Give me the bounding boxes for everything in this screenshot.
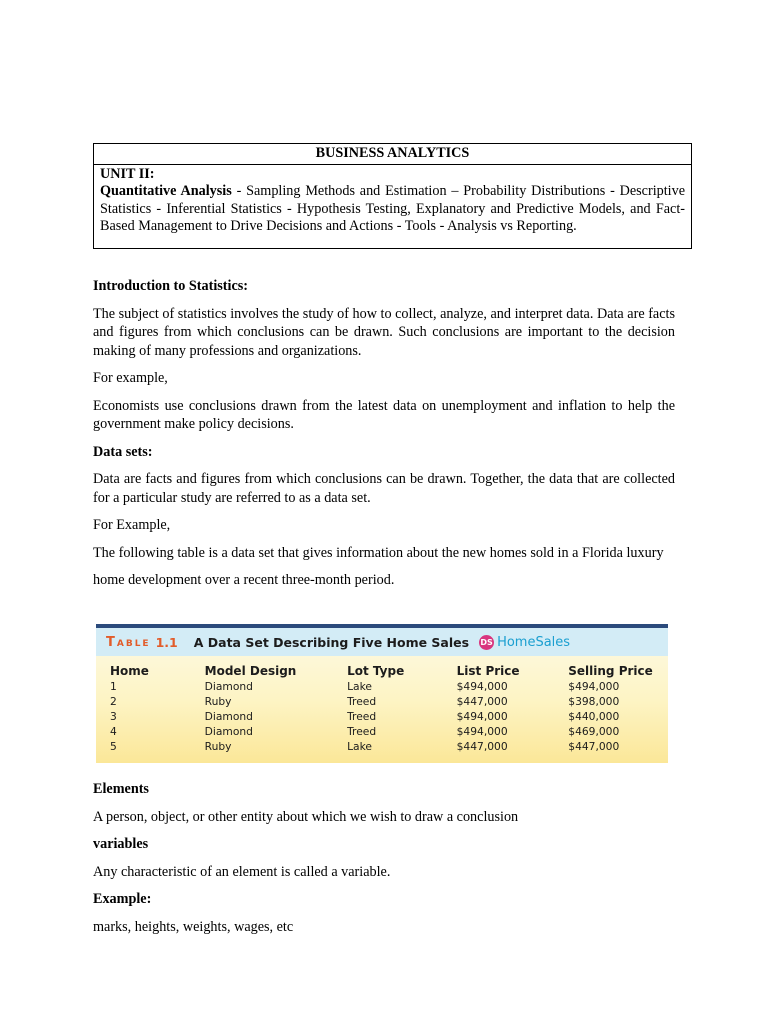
table-cell: $494,000 [456, 725, 508, 738]
table-row [110, 679, 668, 694]
column-header: Home [110, 664, 149, 678]
elements-definition: A person, object, or other entity about which we wish to draw a conclusion [93, 808, 519, 825]
table-row [110, 694, 668, 709]
table-cell: 3 [110, 710, 117, 723]
table-cell: $469,000 [568, 725, 620, 738]
table-title: A Data Set Describing Five Home Sales [193, 634, 470, 650]
table-cell: Treed [347, 710, 377, 723]
table-cell: $494,000 [456, 680, 508, 693]
table-cell: Lake [347, 680, 372, 693]
example-text: marks, heights, weights, wages, etc [93, 918, 294, 935]
table-label: Table [106, 634, 151, 650]
definitions-content [93, 780, 675, 936]
table-cell: $398,000 [568, 695, 620, 708]
column-header: Model Design [204, 664, 297, 678]
variables-heading: variables [93, 836, 149, 852]
table-cell: $494,000 [456, 710, 508, 723]
course-title: BUSINESS ANALYTICS [94, 144, 691, 165]
intro-heading: Introduction to Statistics: [93, 278, 249, 294]
elements-heading: Elements [93, 781, 149, 797]
table-cell: $447,000 [456, 740, 508, 753]
table-cell: Treed [347, 725, 377, 738]
economists-paragraph: Economists use conclusions drawn from the latest data on unemployment and inflation to help the government make policy decisions. [93, 397, 675, 432]
column-header: List Price [456, 664, 520, 678]
table-cell: Ruby [204, 695, 232, 708]
table-cell: $494,000 [568, 680, 620, 693]
for-example-label: For example, [93, 370, 168, 386]
table-cell: 2 [110, 695, 117, 708]
column-header: Selling Price [568, 664, 653, 678]
table-row [110, 709, 668, 724]
syllabus-body [94, 165, 691, 235]
topic-title: Quantitative Analysis [100, 183, 232, 200]
table-cell: 1 [110, 680, 117, 693]
table-cell: 4 [110, 725, 117, 738]
table-cell: $440,000 [568, 710, 620, 723]
table-cell: Diamond [204, 680, 253, 693]
table-cell: Diamond [204, 725, 253, 738]
home-sales-table-figure [96, 624, 668, 763]
table-row [110, 724, 668, 739]
syllabus-box [93, 143, 692, 249]
table-cell: $447,000 [568, 740, 620, 753]
example-heading: Example: [93, 891, 152, 907]
table-cell: 5 [110, 740, 117, 753]
dataset-name: HomeSales [497, 634, 571, 650]
table-cell: $447,000 [456, 695, 508, 708]
intro-paragraph: The subject of statistics involves the study of how to collect, analyze, and interpret data. Data are facts and figures from which conclusions can be drawn. Such conclusions are important to the decision making of many professions and organizations. [93, 305, 675, 359]
unit-label: UNIT II: [100, 166, 155, 182]
table-cell: Diamond [204, 710, 253, 723]
column-header: Lot Type [347, 664, 405, 678]
for-example-label-2: For Example, [93, 517, 171, 533]
datasets-heading: Data sets: [93, 443, 153, 460]
home-sales-table [110, 663, 668, 754]
table-caption [96, 628, 668, 656]
table-cell: Treed [347, 695, 377, 708]
table-cell: Lake [347, 740, 372, 753]
variables-definition: Any characteristic of an element is called a variable. [93, 863, 391, 880]
table-header-row [110, 663, 668, 679]
table-number: 1.1 [155, 634, 178, 650]
table-row [110, 739, 668, 754]
datasets-paragraph: Data are facts and figures from which conclusions can be drawn. Together, the data that are collected for a particular study are referred to as a data set. [93, 471, 675, 506]
topic-list: - Sampling Methods and Estimation – Probability Distributions - Descriptive Statistics - Inferential Statistics - Hypothesis Testing, Explanatory and Predictive Models, and Fact-Based Management to Drive Decisions and Actions - Tools - Analysis vs Reporting. [100, 183, 686, 234]
main-content [93, 277, 675, 590]
dataset-icon: DS [479, 635, 494, 650]
table-cell: Ruby [204, 740, 232, 753]
table-intro-continuation: home development over a recent three-month period. [93, 572, 395, 588]
table-intro-paragraph: The following table is a data set that gives information about the new homes sold in a Florida luxury [93, 544, 664, 561]
